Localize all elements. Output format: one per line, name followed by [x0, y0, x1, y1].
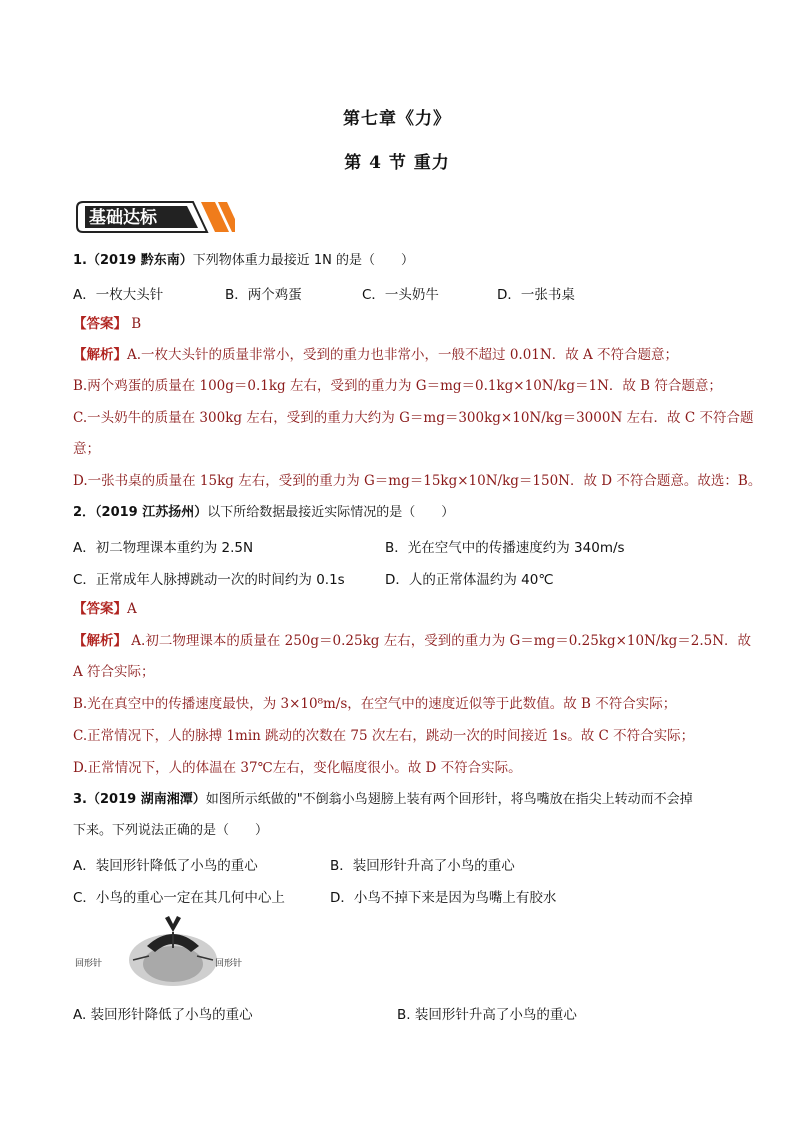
q2-option-d: D．人的正常体温约为 40℃ — [385, 572, 554, 588]
q1-analysis-line-4: 意； — [73, 441, 100, 457]
q3-stem-line-2: 下来。下列说法正确的是（ ） — [73, 823, 269, 838]
q3-source: （2019 湖南湘潭） — [86, 792, 206, 807]
q2-option-c: C．正常成年人脉搏跳动一次的时间约为 0.1s — [73, 572, 345, 588]
q1-analysis-line-2: B.两个鸡蛋的质量在 100g＝0.1kg 左右，受到的重力为 G＝mg＝0.1kg×10N/kg＝1N．故 B 符合题意； — [73, 378, 722, 394]
q1-answer-label: 【答案】 — [73, 316, 127, 332]
q3-number: 3. — [73, 792, 87, 807]
q1-option-c: C．一头奶牛 — [362, 287, 439, 303]
q1-stem — [73, 252, 414, 270]
q1-analysis-label: 【解析】 — [73, 347, 127, 363]
q2-text: 以下所给数据最接近实际情况的是（ ） — [207, 505, 455, 520]
q2-option-a: A．初二物理课本重约为 2.5N — [73, 540, 254, 556]
q2-analysis-line-1 — [73, 632, 751, 650]
section-title: 第 4 节 重力 — [344, 153, 450, 173]
banner-label: 基础达标 — [89, 208, 157, 228]
q3-option-d: D．小鸟不掉下来是因为鸟嘴上有胶水 — [330, 890, 557, 906]
q3-stem — [73, 791, 693, 809]
q2-analysis-text-1: A.初二物理课本的质量在 250g＝0.25kg 左右，受到的重力为 G＝mg＝0.25kg×10N/kg＝2.5N．故 — [127, 633, 752, 649]
q1-answer — [73, 315, 141, 333]
figure-label-left: 回形针 — [75, 959, 103, 969]
q2-number: 2． — [73, 505, 96, 520]
q2-analysis-label: 【解析】 — [73, 633, 127, 649]
q1-text: 下列物体重力最接近 1N 的是（ ） — [192, 253, 414, 268]
q1-source: （2019 黔东南） — [86, 253, 193, 268]
q2-analysis-line-4: C.正常情况下，人的脉搏 1min 跳动的次数在 75 次左右，跳动一次的时间接近 1s。故 C 不符合实际； — [73, 728, 695, 744]
q3-option-b: B．装回形针升高了小鸟的重心 — [330, 858, 515, 874]
q3-repeat-option-b: B. 装回形针升高了小鸟的重心 — [397, 1007, 577, 1023]
q2-analysis-line-3: B.光在真空中的传播速度最快，为 3×10⁸m/s，在空气中的速度近似等于此数值。故 B 不符合实际； — [73, 696, 677, 712]
q3-text: 如图所示纸做的"不倒翁小鸟翅膀上装有两个回形针，将鸟嘴放在指尖上转动而不会掉 — [205, 792, 693, 807]
q2-analysis-line-2: A 符合实际； — [73, 664, 155, 680]
q2-source: （2019 江苏扬州） — [95, 505, 208, 520]
q1-answer-value: B — [131, 316, 142, 332]
q1-analysis-line-3: C.一头奶牛的质量在 300kg 左右，受到的重力大约为 G＝mg＝300kg×10N/kg＝3000N 左右．故 C 不符合题 — [73, 410, 754, 426]
q1-option-a: A．一枚大头针 — [73, 287, 164, 303]
q1-analysis-text-1: A.一枚大头针的质量非常小，受到的重力也非常小，一般不超过 0.01N．故 A 不符合题意； — [127, 347, 679, 363]
q1-option-d: D．一张书桌 — [497, 287, 575, 303]
bird-figure — [73, 912, 253, 988]
chapter-title: 第七章《力》 — [343, 109, 451, 129]
q2-option-b: B．光在空气中的传播速度约为 340m/s — [385, 540, 625, 556]
q2-analysis-line-5: D.正常情况下，人的体温在 37℃左右，变化幅度很小。故 D 不符合实际。 — [73, 760, 522, 776]
q1-number: 1. — [73, 253, 87, 268]
q2-answer-value: A — [127, 601, 137, 617]
q2-answer — [73, 600, 137, 618]
q1-analysis-line-1 — [73, 346, 678, 364]
q2-answer-label: 【答案】 — [73, 601, 127, 617]
q1-option-b: B．两个鸡蛋 — [225, 287, 302, 303]
q3-option-a: A．装回形针降低了小鸟的重心 — [73, 858, 258, 874]
section-banner — [75, 198, 235, 236]
q3-repeat-option-a: A. 装回形针降低了小鸟的重心 — [73, 1007, 253, 1023]
q3-option-c: C．小鸟的重心一定在其几何中心上 — [73, 890, 285, 906]
q2-stem — [73, 504, 454, 522]
figure-label-right: 回形针 — [215, 959, 243, 969]
q1-analysis-line-5: D.一张书桌的质量在 15kg 左右，受到的重力为 G＝mg＝15kg×10N/kg＝150N．故 D 不符合题意。故选：B。 — [73, 473, 762, 489]
